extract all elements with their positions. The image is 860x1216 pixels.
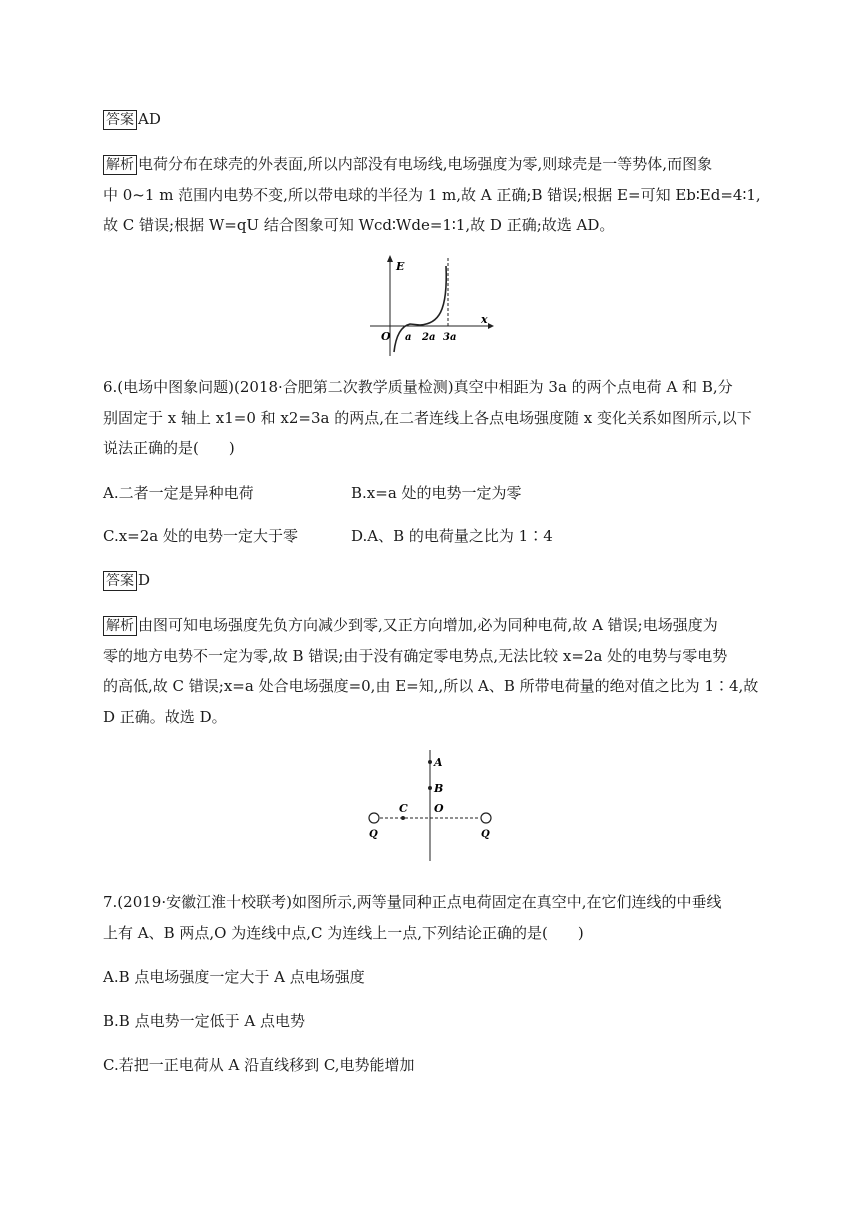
q6-stem-line-1: 6.(电场中图象问题)(2018·合肥第二次教学质量检测)真空中相距为 3a 的两个点电荷 A 和 B,分 — [103, 378, 733, 396]
charge-right-label: Q — [481, 829, 490, 840]
q7-option-b: B.B 点电势一定低于 A 点电势 — [103, 1012, 305, 1030]
answer-tag: 答案 — [103, 571, 137, 591]
x-axis-label: x — [481, 313, 488, 326]
tick-a: a — [405, 332, 412, 343]
point-b-label: B — [434, 782, 444, 795]
analysis-tag: 解析 — [103, 616, 137, 636]
q6-analysis-line-3: 的高低,故 C 错误;x=a 处合电场强度=0,由 E=知,,所以 A、B 所带电荷量的绝对值之比为 1∶4,故 — [103, 677, 759, 695]
q6-option-b: B.x=a 处的电势一定为零 — [351, 484, 522, 502]
q6-option-a: A.二者一定是异种电荷 — [103, 484, 254, 502]
q5-analysis-line-1: 解析 电荷分布在球壳的外表面,所以内部没有电场线,电场强度为零,则球壳是一等势体,而图象 — [103, 153, 712, 175]
y-axis-label: E — [396, 260, 405, 273]
answer-tag: 答案 — [103, 110, 137, 130]
q6-stem-line-3: 说法正确的是( ) — [103, 439, 235, 457]
point-a-label: A — [434, 756, 443, 769]
q5-analysis-line-3: 故 C 错误;根据 W=qU 结合图象可知 Wcd∶Wde=1∶1,故 D 正确;故选 AD。 — [103, 216, 615, 234]
q6-analysis-line-2: 零的地方电势不一定为零,故 B 错误;由于没有确定零电势点,无法比较 x=2a 处的电势与零电势 — [103, 647, 728, 665]
q7-stem-line-1: 7.(2019·安徽江淮十校联考)如图所示,两等量同种正点电荷固定在真空中,在它们连线的中垂线 — [103, 893, 722, 911]
analysis-tag: 解析 — [103, 155, 137, 175]
q6-analysis-line-1: 解析 由图可知电场强度先负方向减少到零,又正方向增加,必为同种电荷,故 A 错误;电场强度为 — [103, 614, 718, 636]
tick-2a: 2a — [422, 332, 436, 343]
q6-answer: D — [138, 571, 151, 589]
e-x-graph — [360, 252, 500, 358]
q7-stem-line-2: 上有 A、B 两点,O 为连线中点,C 为连线上一点,下列结论正确的是( ) — [103, 924, 584, 942]
q5-analysis-line-2: 中 0~1 m 范围内电势不变,所以带电球的半径为 1 m,故 A 正确;B 错误;根据 E=可知 Eb∶Ed=4∶1, — [103, 186, 761, 204]
q6-answer-line — [103, 569, 150, 591]
tick-3a: 3a — [443, 332, 457, 343]
origin-label: O — [381, 330, 391, 343]
q7-option-c: C.若把一正电荷从 A 沿直线移到 C,电势能增加 — [103, 1056, 415, 1074]
q6-option-d: D.A、B 的电荷量之比为 1∶4 — [351, 527, 553, 545]
q6-option-c: C.x=2a 处的电势一定大于零 — [103, 527, 298, 545]
q7-option-a: A.B 点电场强度一定大于 A 点电场强度 — [103, 968, 365, 986]
q6-analysis-line-4: D 正确。故选 D。 — [103, 708, 227, 726]
q5-answer-line — [103, 108, 161, 130]
point-c-label: C — [399, 802, 408, 815]
charges-diagram — [360, 748, 500, 864]
point-o-label: O — [434, 802, 444, 815]
q6-stem-line-2: 别固定于 x 轴上 x1=0 和 x2=3a 的两点,在二者连线上各点电场强度随 x 变化关系如图所示,以下 — [103, 409, 752, 427]
q5-answer: AD — [138, 110, 161, 128]
charge-left-label: Q — [369, 829, 378, 840]
